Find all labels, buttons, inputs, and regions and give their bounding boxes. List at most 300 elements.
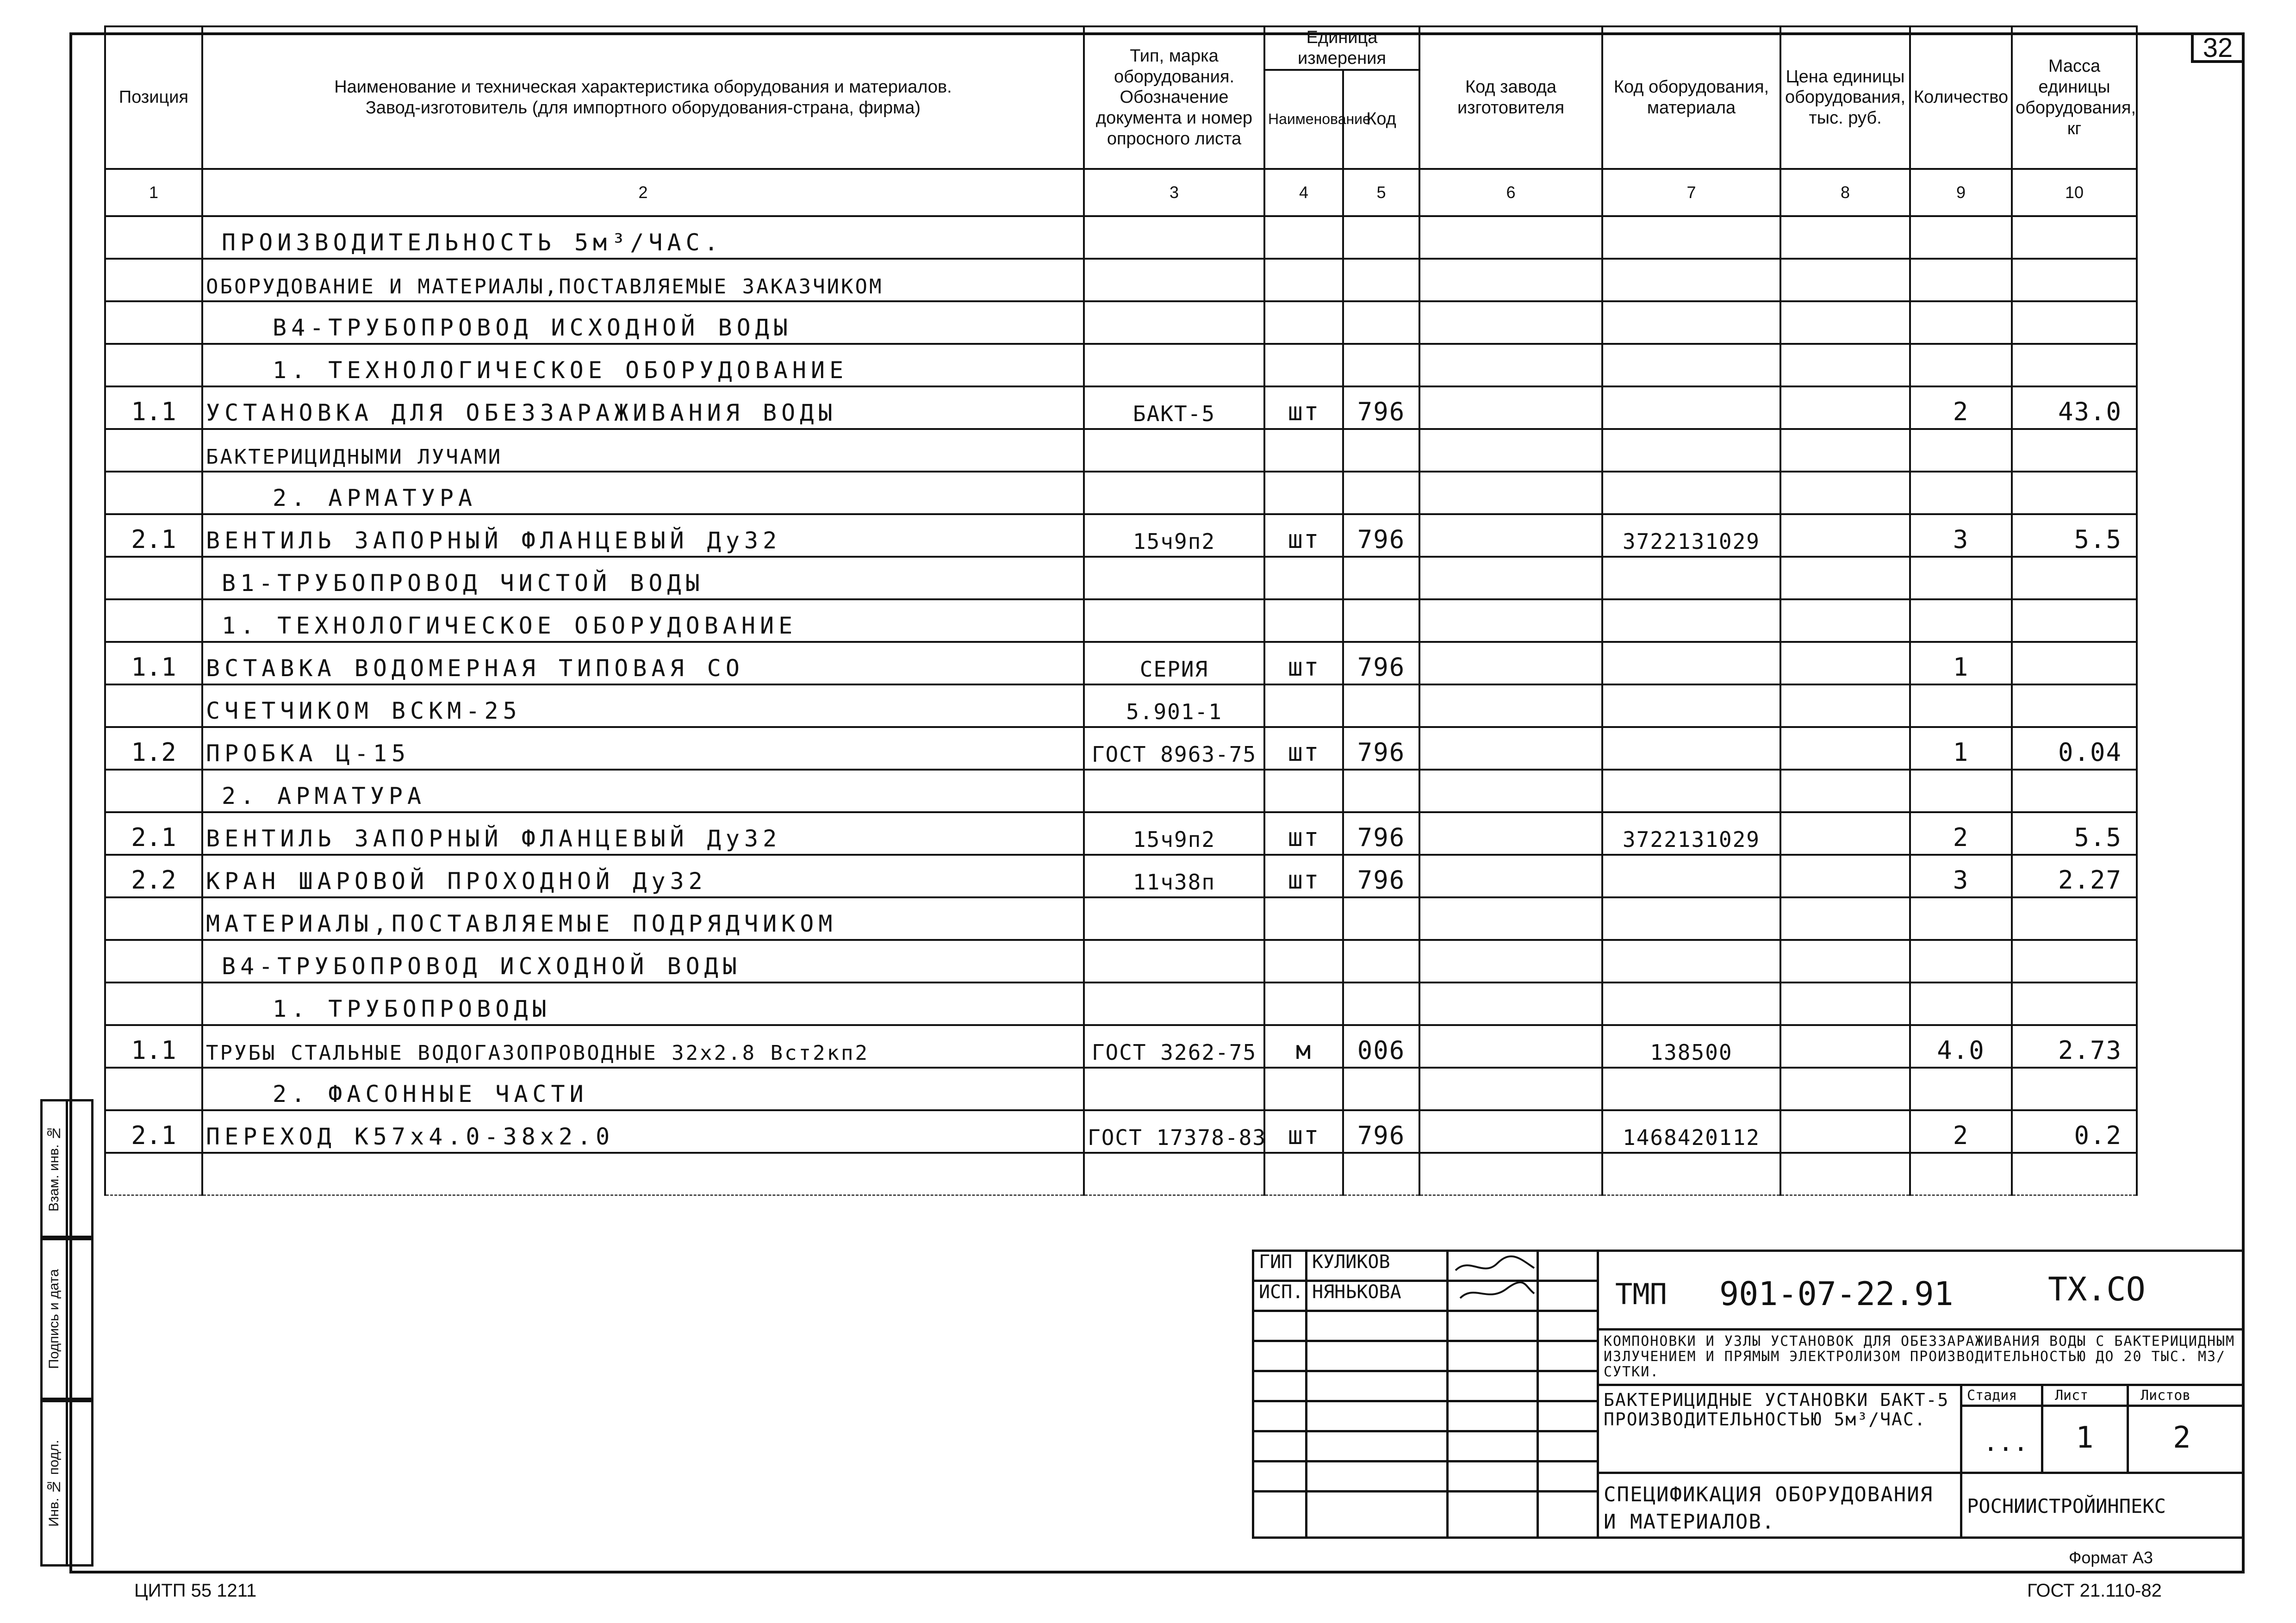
row-plant-code bbox=[1419, 514, 1602, 557]
row-name: 1. ТРУБОПРОВОДЫ bbox=[202, 983, 1084, 1025]
row-unit-name bbox=[1264, 684, 1343, 727]
row-name: ТРУБЫ СТАЛЬНЫЕ ВОДОГАЗОПРОВОДНЫЕ 32х2.8 Вст2кп2 bbox=[202, 1025, 1084, 1068]
row-type bbox=[1084, 344, 1264, 386]
gip-role: ГИП bbox=[1259, 1251, 1293, 1273]
row-position: 1.1 bbox=[105, 1025, 202, 1068]
table-row bbox=[105, 259, 2137, 301]
row-mass: 5.5 bbox=[2012, 514, 2137, 557]
column-number: 9 bbox=[1910, 169, 2012, 216]
row-material-code bbox=[1602, 770, 1780, 812]
row-position bbox=[105, 599, 202, 642]
column-number: 5 bbox=[1343, 169, 1419, 216]
row-price bbox=[1780, 1068, 1910, 1110]
row-position bbox=[105, 557, 202, 599]
specification-table bbox=[104, 25, 2138, 1196]
row-name: СЧЕТЧИКОМ ВСКМ-25 bbox=[202, 684, 1084, 727]
row-price bbox=[1780, 983, 1910, 1025]
row-material-code bbox=[1602, 983, 1780, 1025]
row-plant-code bbox=[1419, 1153, 1602, 1195]
row-material-code bbox=[1602, 216, 1780, 259]
table-row bbox=[105, 301, 2137, 344]
row-quantity: 4.0 bbox=[1910, 1025, 2012, 1068]
row-mass: 2.27 bbox=[2012, 855, 2137, 897]
row-plant-code bbox=[1419, 472, 1602, 514]
isp-name: НЯНЬКОВА bbox=[1312, 1281, 1401, 1303]
row-unit-name: шт bbox=[1264, 1110, 1343, 1153]
row-plant-code bbox=[1419, 429, 1602, 472]
row-unit-name bbox=[1264, 429, 1343, 472]
table-row bbox=[105, 514, 2137, 557]
table-row bbox=[105, 216, 2137, 259]
row-plant-code bbox=[1419, 216, 1602, 259]
row-name: ОБОРУДОВАНИЕ И МАТЕРИАЛЫ,ПОСТАВЛЯЕМЫЕ ЗАКАЗЧИКОМ bbox=[202, 259, 1084, 301]
table-row bbox=[105, 983, 2137, 1025]
row-mass bbox=[2012, 429, 2137, 472]
header-mass: Масса единицы оборудования, кг bbox=[2012, 26, 2137, 169]
table-row bbox=[105, 1025, 2137, 1068]
row-plant-code bbox=[1419, 557, 1602, 599]
table-row bbox=[105, 344, 2137, 386]
footer-left: ЦИТП 55 1211 bbox=[134, 1580, 257, 1601]
page-number: 32 bbox=[2191, 35, 2242, 63]
row-name: ВСТАВКА ВОДОМЕРНАЯ ТИПОВАЯ СО bbox=[202, 642, 1084, 684]
row-position bbox=[105, 472, 202, 514]
row-price bbox=[1780, 812, 1910, 855]
column-number: 8 bbox=[1780, 169, 1910, 216]
row-quantity: 2 bbox=[1910, 386, 2012, 429]
row-type: ГОСТ 8963-75 bbox=[1084, 727, 1264, 770]
row-unit-name bbox=[1264, 216, 1343, 259]
row-material-code bbox=[1602, 386, 1780, 429]
row-price bbox=[1780, 514, 1910, 557]
row-position: 1.1 bbox=[105, 386, 202, 429]
row-unit-code: 796 bbox=[1343, 855, 1419, 897]
row-plant-code bbox=[1419, 983, 1602, 1025]
header-name-line1: Наименование и техническая характеристика оборудования и материалов. bbox=[334, 77, 952, 97]
row-type bbox=[1084, 1068, 1264, 1110]
row-material-code bbox=[1602, 429, 1780, 472]
row-position: 1.1 bbox=[105, 642, 202, 684]
footer-gost: ГОСТ 21.110-82 bbox=[2027, 1580, 2162, 1601]
row-name: В4-ТРУБОПРОВОД ИСХОДНОЙ ВОДЫ bbox=[202, 940, 1084, 983]
project-title: КОМПОНОВКИ И УЗЛЫ УСТАНОВОК ДЛЯ ОБЕЗЗАРАЖИВАНИЯ ВОДЫ С БАКТЕРИЦИДНЫМ ИЗЛУЧЕНИЕМ И ПРЯМЫМ ЭЛЕКТРОЛИЗОМ ПРОИЗВОДИТЕЛЬНОСТЬЮ ДО 20 ТЫС. М3/СУТКИ. bbox=[1604, 1333, 2235, 1380]
row-unit-name: шт bbox=[1264, 812, 1343, 855]
header-name bbox=[202, 26, 1084, 169]
row-mass bbox=[2012, 642, 2137, 684]
row-type bbox=[1084, 259, 1264, 301]
row-name: КРАН ШАРОВОЙ ПРОХОДНОЙ Ду32 bbox=[202, 855, 1084, 897]
row-material-code bbox=[1602, 344, 1780, 386]
row-plant-code bbox=[1419, 642, 1602, 684]
row-quantity: 3 bbox=[1910, 514, 2012, 557]
row-name: 2. АРМАТУРА bbox=[202, 472, 1084, 514]
row-unit-name bbox=[1264, 940, 1343, 983]
row-position bbox=[105, 1068, 202, 1110]
row-quantity bbox=[1910, 897, 2012, 940]
row-name: БАКТЕРИЦИДНЫМИ ЛУЧАМИ bbox=[202, 429, 1084, 472]
row-position: 1.2 bbox=[105, 727, 202, 770]
object-title: БАКТЕРИЦИДНЫЕ УСТАНОВКИ БАКТ-5 ПРОИЗВОДИТЕЛЬНОСТЬЮ 5м³/ЧАС. bbox=[1604, 1390, 1949, 1430]
row-unit-code: 796 bbox=[1343, 1110, 1419, 1153]
row-price bbox=[1780, 770, 1910, 812]
row-type: ГОСТ 3262-75 bbox=[1084, 1025, 1264, 1068]
row-mass bbox=[2012, 1153, 2137, 1195]
row-type: СЕРИЯ bbox=[1084, 642, 1264, 684]
row-price bbox=[1780, 684, 1910, 727]
row-price bbox=[1780, 429, 1910, 472]
table-row bbox=[105, 940, 2137, 983]
row-plant-code bbox=[1419, 259, 1602, 301]
table-row bbox=[105, 429, 2137, 472]
row-plant-code bbox=[1419, 812, 1602, 855]
row-material-code bbox=[1602, 727, 1780, 770]
row-plant-code bbox=[1419, 1110, 1602, 1153]
table-row bbox=[105, 684, 2137, 727]
row-quantity bbox=[1910, 472, 2012, 514]
row-quantity bbox=[1910, 344, 2012, 386]
row-position: 2.1 bbox=[105, 812, 202, 855]
row-name: 2. АРМАТУРА bbox=[202, 770, 1084, 812]
row-price bbox=[1780, 1110, 1910, 1153]
row-plant-code bbox=[1419, 599, 1602, 642]
row-position bbox=[105, 897, 202, 940]
row-unit-code bbox=[1343, 940, 1419, 983]
row-unit-name bbox=[1264, 1068, 1343, 1110]
row-position bbox=[105, 770, 202, 812]
doc-code: ТМП bbox=[1615, 1277, 1667, 1311]
organization: РОСНИИСТРОЙИНПЕКС bbox=[1967, 1495, 2166, 1517]
row-plant-code bbox=[1419, 684, 1602, 727]
row-price bbox=[1780, 216, 1910, 259]
row-mass bbox=[2012, 472, 2137, 514]
row-unit-code bbox=[1343, 1068, 1419, 1110]
row-mass bbox=[2012, 1068, 2137, 1110]
row-unit-code bbox=[1343, 301, 1419, 344]
row-type: 15ч9п2 bbox=[1084, 514, 1264, 557]
row-price bbox=[1780, 727, 1910, 770]
row-material-code bbox=[1602, 897, 1780, 940]
row-mass bbox=[2012, 216, 2137, 259]
footer-format: Формат А3 bbox=[2069, 1548, 2153, 1567]
column-number: 3 bbox=[1084, 169, 1264, 216]
column-number: 10 bbox=[2012, 169, 2137, 216]
row-unit-code bbox=[1343, 557, 1419, 599]
sidebar-label-replacement: Взам. инв. № bbox=[46, 1125, 62, 1212]
row-price bbox=[1780, 386, 1910, 429]
row-price bbox=[1780, 642, 1910, 684]
row-quantity bbox=[1910, 259, 2012, 301]
row-name: ПРОБКА Ц-15 bbox=[202, 727, 1084, 770]
sidebar-value-3 bbox=[68, 1400, 93, 1567]
row-unit-name bbox=[1264, 897, 1343, 940]
header-type: Тип, марка оборудования. Обозначение документа и номер опросного листа bbox=[1084, 26, 1264, 169]
row-plant-code bbox=[1419, 727, 1602, 770]
approval-sidebar bbox=[40, 1099, 100, 1569]
table-row bbox=[105, 770, 2137, 812]
row-mass: 0.2 bbox=[2012, 1110, 2137, 1153]
sheet-label: Лист bbox=[2055, 1387, 2089, 1404]
row-material-code bbox=[1602, 1068, 1780, 1110]
row-position bbox=[105, 940, 202, 983]
row-price bbox=[1780, 557, 1910, 599]
row-type bbox=[1084, 301, 1264, 344]
row-material-code bbox=[1602, 301, 1780, 344]
row-unit-code bbox=[1343, 770, 1419, 812]
sheets-label: Листов bbox=[2140, 1387, 2191, 1404]
row-plant-code bbox=[1419, 940, 1602, 983]
column-number: 4 bbox=[1264, 169, 1343, 216]
row-price bbox=[1780, 1025, 1910, 1068]
row-unit-name: шт bbox=[1264, 642, 1343, 684]
row-position: 2.1 bbox=[105, 514, 202, 557]
row-name: УСТАНОВКА ДЛЯ ОБЕЗЗАРАЖИВАНИЯ ВОДЫ bbox=[202, 386, 1084, 429]
row-position bbox=[105, 216, 202, 259]
row-type: 11ч38п bbox=[1084, 855, 1264, 897]
row-price bbox=[1780, 940, 1910, 983]
table-row bbox=[105, 386, 2137, 429]
gip-name: КУЛИКОВ bbox=[1312, 1251, 1390, 1273]
row-quantity bbox=[1910, 770, 2012, 812]
row-quantity bbox=[1910, 301, 2012, 344]
row-type bbox=[1084, 1153, 1264, 1195]
handwritten-signatures bbox=[1451, 1252, 1539, 1307]
row-unit-code: 796 bbox=[1343, 642, 1419, 684]
row-material-code bbox=[1602, 684, 1780, 727]
row-type bbox=[1084, 429, 1264, 472]
row-position bbox=[105, 684, 202, 727]
sheets-value: 2 bbox=[2173, 1421, 2191, 1455]
row-mass: 43.0 bbox=[2012, 386, 2137, 429]
row-price bbox=[1780, 344, 1910, 386]
sidebar-value-2 bbox=[68, 1238, 93, 1400]
row-material-code bbox=[1602, 472, 1780, 514]
row-unit-name bbox=[1264, 344, 1343, 386]
row-unit-code bbox=[1343, 684, 1419, 727]
row-quantity: 2 bbox=[1910, 1110, 2012, 1153]
header-unit-group: Единица измерения bbox=[1264, 26, 1419, 70]
row-mass: 2.73 bbox=[2012, 1025, 2137, 1068]
title-block bbox=[1252, 1250, 2245, 1539]
row-position bbox=[105, 429, 202, 472]
row-mass bbox=[2012, 599, 2137, 642]
row-plant-code bbox=[1419, 855, 1602, 897]
row-material-code bbox=[1602, 259, 1780, 301]
row-name: 1. ТЕХНОЛОГИЧЕСКОЕ ОБОРУДОВАНИЕ bbox=[202, 599, 1084, 642]
row-plant-code bbox=[1419, 344, 1602, 386]
header-quantity: Количество bbox=[1910, 26, 2012, 169]
row-quantity bbox=[1910, 1068, 2012, 1110]
row-plant-code bbox=[1419, 1068, 1602, 1110]
sheet-value: 1 bbox=[2076, 1421, 2094, 1455]
row-type bbox=[1084, 983, 1264, 1025]
column-number: 7 bbox=[1602, 169, 1780, 216]
row-material-code: 3722131029 bbox=[1602, 812, 1780, 855]
doc-suffix: ТХ.СО bbox=[2048, 1270, 2146, 1308]
row-type bbox=[1084, 472, 1264, 514]
row-quantity bbox=[1910, 216, 2012, 259]
row-material-code bbox=[1602, 855, 1780, 897]
row-unit-name bbox=[1264, 599, 1343, 642]
row-quantity: 1 bbox=[1910, 727, 2012, 770]
header-material-code: Код оборудования, материала bbox=[1602, 26, 1780, 169]
row-price bbox=[1780, 897, 1910, 940]
row-mass bbox=[2012, 259, 2137, 301]
row-name: 2. ФАСОННЫЕ ЧАСТИ bbox=[202, 1068, 1084, 1110]
row-unit-code bbox=[1343, 599, 1419, 642]
row-mass bbox=[2012, 684, 2137, 727]
row-mass: 5.5 bbox=[2012, 812, 2137, 855]
header-name-line2: Завод-изготовитель (для импортного оборудования-страна, фирма) bbox=[365, 98, 921, 118]
row-position bbox=[105, 259, 202, 301]
row-unit-code: 796 bbox=[1343, 386, 1419, 429]
row-quantity bbox=[1910, 557, 2012, 599]
row-price bbox=[1780, 472, 1910, 514]
header-plant-code: Код завода изготовителя bbox=[1419, 26, 1602, 169]
row-name: В4-ТРУБОПРОВОД ИСХОДНОЙ ВОДЫ bbox=[202, 301, 1084, 344]
table-row bbox=[105, 897, 2137, 940]
row-name: ВЕНТИЛЬ ЗАПОРНЫЙ ФЛАНЦЕВЫЙ Ду32 bbox=[202, 514, 1084, 557]
doc-number: 901-07-22.91 bbox=[1719, 1275, 1954, 1313]
row-price bbox=[1780, 1153, 1910, 1195]
column-number: 6 bbox=[1419, 169, 1602, 216]
column-number: 1 bbox=[105, 169, 202, 216]
row-unit-code bbox=[1343, 983, 1419, 1025]
row-type: ГОСТ 17378-83 bbox=[1084, 1110, 1264, 1153]
row-unit-code: 006 bbox=[1343, 1025, 1419, 1068]
row-quantity bbox=[1910, 940, 2012, 983]
row-name: ПЕРЕХОД К57х4.0-38х2.0 bbox=[202, 1110, 1084, 1153]
row-mass bbox=[2012, 301, 2137, 344]
row-type bbox=[1084, 599, 1264, 642]
row-material-code: 3722131029 bbox=[1602, 514, 1780, 557]
row-material-code: 1468420112 bbox=[1602, 1110, 1780, 1153]
row-position bbox=[105, 983, 202, 1025]
table-row bbox=[105, 1068, 2137, 1110]
row-quantity bbox=[1910, 599, 2012, 642]
sidebar-value-1 bbox=[68, 1099, 93, 1238]
row-unit-name: шт bbox=[1264, 386, 1343, 429]
row-mass bbox=[2012, 557, 2137, 599]
row-position: 2.2 bbox=[105, 855, 202, 897]
row-quantity bbox=[1910, 429, 2012, 472]
row-unit-code bbox=[1343, 1153, 1419, 1195]
row-type bbox=[1084, 897, 1264, 940]
isp-role: ИСП. bbox=[1259, 1281, 1304, 1303]
row-name: ВЕНТИЛЬ ЗАПОРНЫЙ ФЛАНЦЕВЫЙ Ду32 bbox=[202, 812, 1084, 855]
doc-title: СПЕЦИФИКАЦИЯ ОБОРУДОВАНИЯ И МАТЕРИАЛОВ. bbox=[1604, 1483, 1934, 1534]
row-unit-name: шт bbox=[1264, 727, 1343, 770]
row-type bbox=[1084, 557, 1264, 599]
row-plant-code bbox=[1419, 897, 1602, 940]
row-material-code bbox=[1602, 599, 1780, 642]
row-mass bbox=[2012, 940, 2137, 983]
row-price bbox=[1780, 599, 1910, 642]
table-row bbox=[105, 642, 2137, 684]
table-row bbox=[105, 599, 2137, 642]
row-unit-name bbox=[1264, 301, 1343, 344]
row-type: 15ч9п2 bbox=[1084, 812, 1264, 855]
table-row bbox=[105, 855, 2137, 897]
table-row bbox=[105, 1153, 2137, 1195]
row-position bbox=[105, 301, 202, 344]
row-type bbox=[1084, 216, 1264, 259]
row-type bbox=[1084, 770, 1264, 812]
row-material-code: 138500 bbox=[1602, 1025, 1780, 1068]
row-name: МАТЕРИАЛЫ,ПОСТАВЛЯЕМЫЕ ПОДРЯДЧИКОМ bbox=[202, 897, 1084, 940]
row-material-code bbox=[1602, 557, 1780, 599]
row-unit-code bbox=[1343, 897, 1419, 940]
row-unit-name bbox=[1264, 259, 1343, 301]
row-unit-name bbox=[1264, 770, 1343, 812]
row-price bbox=[1780, 259, 1910, 301]
table-row bbox=[105, 812, 2137, 855]
row-quantity: 2 bbox=[1910, 812, 2012, 855]
row-mass bbox=[2012, 983, 2137, 1025]
row-plant-code bbox=[1419, 386, 1602, 429]
row-mass bbox=[2012, 770, 2137, 812]
row-unit-code: 796 bbox=[1343, 812, 1419, 855]
row-quantity bbox=[1910, 1153, 2012, 1195]
specification-body bbox=[105, 216, 2137, 1195]
row-type: 5.901-1 bbox=[1084, 684, 1264, 727]
table-row bbox=[105, 557, 2137, 599]
column-numbers-row bbox=[105, 169, 2137, 216]
header-unit-code: Код bbox=[1343, 70, 1419, 169]
row-plant-code bbox=[1419, 770, 1602, 812]
row-unit-code: 796 bbox=[1343, 727, 1419, 770]
row-material-code bbox=[1602, 1153, 1780, 1195]
row-price bbox=[1780, 855, 1910, 897]
row-quantity bbox=[1910, 983, 2012, 1025]
row-name: 1. ТЕХНОЛОГИЧЕСКОЕ ОБОРУДОВАНИЕ bbox=[202, 344, 1084, 386]
row-unit-name bbox=[1264, 472, 1343, 514]
row-unit-code bbox=[1343, 216, 1419, 259]
row-unit-name: м bbox=[1264, 1025, 1343, 1068]
row-plant-code bbox=[1419, 301, 1602, 344]
row-material-code bbox=[1602, 642, 1780, 684]
stage-value: ... bbox=[1983, 1428, 2028, 1457]
row-unit-code bbox=[1343, 344, 1419, 386]
header-position: Позиция bbox=[105, 26, 202, 169]
row-unit-code bbox=[1343, 429, 1419, 472]
table-row bbox=[105, 727, 2137, 770]
stage-label: Стадия bbox=[1967, 1387, 2017, 1404]
row-unit-name: шт bbox=[1264, 855, 1343, 897]
row-mass bbox=[2012, 344, 2137, 386]
row-material-code bbox=[1602, 940, 1780, 983]
row-plant-code bbox=[1419, 1025, 1602, 1068]
row-name: ПРОИЗВОДИТЕЛЬНОСТЬ 5м³/ЧАС. bbox=[202, 216, 1084, 259]
row-unit-name bbox=[1264, 557, 1343, 599]
sidebar-label-signature: Подпись и дата bbox=[46, 1269, 62, 1369]
column-number: 2 bbox=[202, 169, 1084, 216]
row-quantity: 3 bbox=[1910, 855, 2012, 897]
row-type bbox=[1084, 940, 1264, 983]
sidebar-label-inventory: Инв. № подл. bbox=[46, 1440, 62, 1527]
row-price bbox=[1780, 301, 1910, 344]
row-name: В1-ТРУБОПРОВОД ЧИСТОЙ ВОДЫ bbox=[202, 557, 1084, 599]
row-unit-name: шт bbox=[1264, 514, 1343, 557]
row-quantity bbox=[1910, 684, 2012, 727]
row-mass: 0.04 bbox=[2012, 727, 2137, 770]
row-unit-code bbox=[1343, 472, 1419, 514]
row-quantity: 1 bbox=[1910, 642, 2012, 684]
row-mass bbox=[2012, 897, 2137, 940]
row-unit-code: 796 bbox=[1343, 514, 1419, 557]
row-position: 2.1 bbox=[105, 1110, 202, 1153]
row-unit-name bbox=[1264, 983, 1343, 1025]
row-name bbox=[202, 1153, 1084, 1195]
